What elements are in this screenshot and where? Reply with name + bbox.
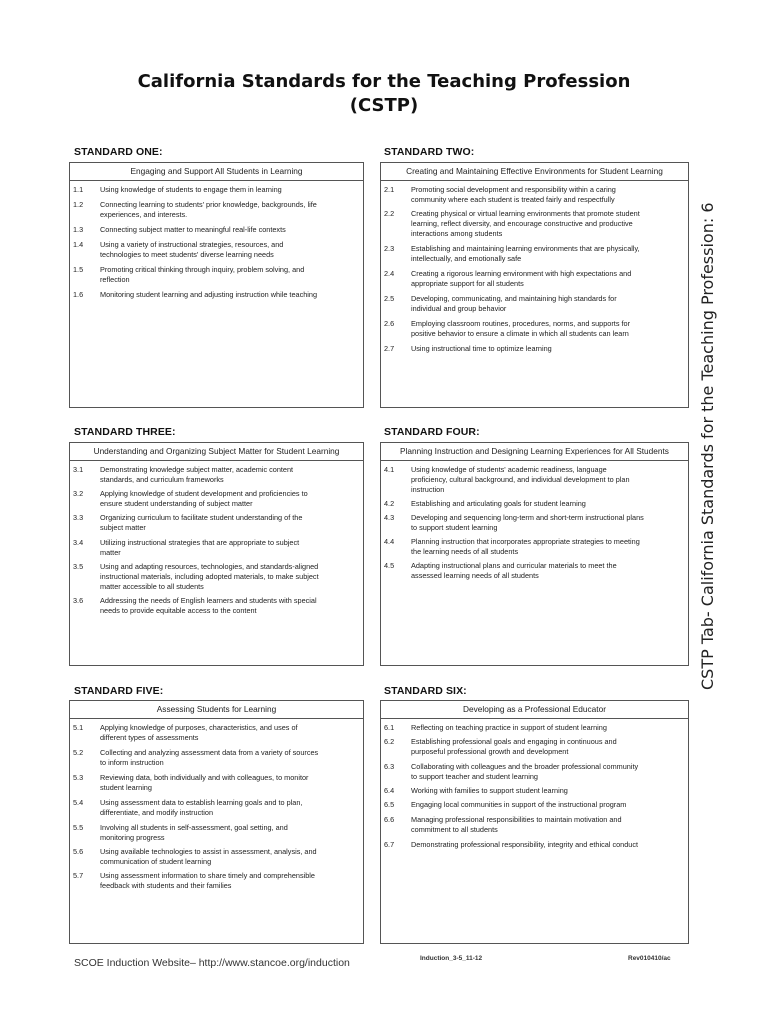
item-text-line: intellectually, and emotionally safe <box>411 254 522 263</box>
item-number: 2.1 <box>384 185 395 194</box>
item-text-line: matter <box>100 548 121 557</box>
item-number: 5.2 <box>73 748 84 757</box>
page-title <box>0 70 768 118</box>
item-number: 1.3 <box>73 225 84 234</box>
item-number: 6.2 <box>384 737 395 746</box>
item-text-line: Promoting social development and responsibility within a caring <box>411 185 616 194</box>
standard-item <box>384 723 684 733</box>
item-text-line: Using and adapting resources, technologies, and standards-aligned <box>100 562 319 571</box>
item-text-line: Promoting critical thinking through inquiry, problem solving, and <box>100 265 305 274</box>
item-text <box>411 513 684 533</box>
item-text-line: Using knowledge of students to engage them in learning <box>100 185 282 194</box>
item-number: 2.4 <box>384 269 395 278</box>
item-text-line: Demonstrating professional responsibility, integrity and ethical conduct <box>411 840 638 849</box>
item-text-line: instructional materials, including adopted materials, to make subject <box>100 572 319 581</box>
standard-heading: STANDARD THREE: <box>74 426 176 438</box>
item-text-line: community where each student is treated fairly and respectfully <box>411 195 615 204</box>
item-text-line: Establishing and articulating goals for student learning <box>411 499 586 508</box>
standard-item <box>384 294 684 314</box>
standard-item-list <box>70 181 363 300</box>
standard-item <box>384 840 684 850</box>
item-text <box>411 269 684 289</box>
standard-item <box>73 290 359 300</box>
side-caption: CSTP Tab- California Standards for the Teaching Profession: 6 <box>698 202 717 690</box>
item-text-line: appropriate support for all students <box>411 279 524 288</box>
item-number: 6.4 <box>384 786 395 795</box>
item-number: 2.5 <box>384 294 395 303</box>
item-text-line: Involving all students in self-assessment, goal setting, and <box>100 823 288 832</box>
item-number: 3.2 <box>73 489 84 498</box>
standard-heading: STANDARD SIX: <box>384 685 467 697</box>
item-text-line: feedback with students and their families <box>100 881 232 890</box>
item-text-line: reflection <box>100 275 130 284</box>
standard-item <box>73 513 359 533</box>
item-text <box>100 465 359 485</box>
item-text-line: Using assessment information to share timely and comprehensible <box>100 871 315 880</box>
standard-item <box>384 513 684 533</box>
item-text-line: assessed learning needs of all students <box>411 571 539 580</box>
footer-revision: Rev010410/ac <box>628 955 671 962</box>
standard-title: Understanding and Organizing Subject Matter for Student Learning <box>70 443 363 461</box>
item-text-line: learning, reflect diversity, and encourage constructive and productive <box>411 219 633 228</box>
standard-item <box>384 737 684 757</box>
item-text-line: monitoring progress <box>100 833 165 842</box>
item-number: 2.6 <box>384 319 395 328</box>
item-text <box>100 225 359 235</box>
item-text-line: Adapting instructional plans and curricular materials to meet the <box>411 561 617 570</box>
item-text-line: Employing classroom routines, procedures, norms, and supports for <box>411 319 631 328</box>
footer-website: SCOE Induction Website– http://www.stancoe.org/induction <box>74 957 350 969</box>
item-text <box>411 762 684 782</box>
item-number: 6.5 <box>384 800 395 809</box>
item-text <box>100 185 359 195</box>
item-text <box>411 723 684 733</box>
item-text <box>100 240 359 260</box>
standard-box <box>380 162 689 408</box>
item-number: 4.3 <box>384 513 395 522</box>
standard-item-list <box>70 719 363 891</box>
item-text-line: Using assessment data to establish learning goals and to plan, <box>100 798 303 807</box>
standard-item <box>73 823 359 843</box>
item-text-line: Planning instruction that incorporates appropriate strategies to meeting <box>411 537 640 546</box>
item-number: 1.1 <box>73 185 84 194</box>
item-text-line: Establishing and maintaining learning environments that are physically, <box>411 244 640 253</box>
item-text <box>100 773 359 793</box>
standard-item <box>73 773 359 793</box>
item-text-line: matter accessible to all students <box>100 582 204 591</box>
item-text-line: communication of student learning <box>100 857 212 866</box>
standard-box <box>69 162 364 408</box>
item-number: 6.6 <box>384 815 395 824</box>
standard-item <box>384 815 684 835</box>
standard-item-list <box>381 719 688 850</box>
item-number: 5.5 <box>73 823 84 832</box>
item-text-line: purposeful professional growth and development <box>411 747 569 756</box>
item-number: 6.7 <box>384 840 395 849</box>
item-text <box>411 465 684 495</box>
item-text-line: to inform instruction <box>100 758 164 767</box>
item-number: 1.5 <box>73 265 84 274</box>
item-number: 5.6 <box>73 847 84 856</box>
standard-item <box>73 225 359 235</box>
standard-heading: STANDARD FIVE: <box>74 685 164 697</box>
item-number: 5.3 <box>73 773 84 782</box>
standard-heading: STANDARD TWO: <box>384 146 475 158</box>
item-number: 1.2 <box>73 200 84 209</box>
item-text <box>100 265 359 285</box>
standard-box <box>380 700 689 944</box>
item-text <box>411 737 684 757</box>
item-text <box>100 200 359 220</box>
item-number: 3.6 <box>73 596 84 605</box>
standard-item <box>73 200 359 220</box>
item-text <box>411 537 684 557</box>
standard-item <box>73 798 359 818</box>
item-text-line: Managing professional responsibilities to maintain motivation and <box>411 815 622 824</box>
item-text <box>411 786 684 796</box>
item-text <box>100 562 359 592</box>
item-number: 5.1 <box>73 723 84 732</box>
item-text-line: positive behavior to ensure a climate in which all students can learn <box>411 329 629 338</box>
standard-item <box>73 723 359 743</box>
standard-item <box>384 786 684 796</box>
standard-item <box>384 465 684 495</box>
item-text-line: Using knowledge of students' academic readiness, language <box>411 465 607 474</box>
item-text-line: commitment to all students <box>411 825 498 834</box>
item-number: 4.5 <box>384 561 395 570</box>
item-text-line: Creating a rigorous learning environment with high expectations and <box>411 269 632 278</box>
item-text-line: instruction <box>411 485 445 494</box>
standard-item <box>73 465 359 485</box>
item-number: 2.7 <box>384 344 395 353</box>
item-text <box>411 800 684 810</box>
standard-item <box>73 185 359 195</box>
standard-item <box>384 269 684 289</box>
standard-item <box>73 265 359 285</box>
standard-item-list <box>381 181 688 354</box>
standard-item <box>384 762 684 782</box>
standard-item <box>73 240 359 260</box>
standard-title: Creating and Maintaining Effective Environments for Student Learning <box>381 163 688 181</box>
item-number: 2.3 <box>384 244 395 253</box>
standard-title: Engaging and Support All Students in Learning <box>70 163 363 181</box>
title-line-1: California Standards for the Teaching Profession <box>137 71 631 92</box>
item-text-line: Collaborating with colleagues and the broader professional community <box>411 762 639 771</box>
item-number: 4.2 <box>384 499 395 508</box>
title-line-2: (CSTP) <box>349 95 419 116</box>
standard-item <box>384 209 684 239</box>
item-text-line: Utilizing instructional strategies that are appropriate to subject <box>100 538 300 547</box>
item-text-line: Monitoring student learning and adjusting instruction while teaching <box>100 290 318 299</box>
standard-box <box>380 442 689 666</box>
standard-item <box>384 800 684 810</box>
item-number: 5.7 <box>73 871 84 880</box>
standard-item-list <box>381 461 688 581</box>
item-number: 1.4 <box>73 240 84 249</box>
standard-heading: STANDARD FOUR: <box>384 426 480 438</box>
item-text-line: Establishing professional goals and engaging in continuous and <box>411 737 617 746</box>
item-number: 4.1 <box>384 465 395 474</box>
item-number: 6.1 <box>384 723 395 732</box>
item-text-line: Using a variety of instructional strategies, resources, and <box>100 240 284 249</box>
item-text <box>411 244 684 264</box>
standard-item <box>384 561 684 581</box>
item-text <box>100 723 359 743</box>
item-text-line: to support student learning <box>411 523 498 532</box>
standard-item <box>73 847 359 867</box>
item-text <box>411 185 684 205</box>
item-text <box>411 344 684 354</box>
item-text <box>411 294 684 314</box>
item-text-line: differentiate, and modify instruction <box>100 808 214 817</box>
item-number: 4.4 <box>384 537 395 546</box>
standard-heading: STANDARD ONE: <box>74 146 163 158</box>
item-text <box>100 513 359 533</box>
item-text-line: Reflecting on teaching practice in support of student learning <box>411 723 607 732</box>
item-text-line: Connecting subject matter to meaningful real-life contexts <box>100 225 286 234</box>
standard-title: Assessing Students for Learning <box>70 701 363 719</box>
item-text-line: Demonstrating knowledge subject matter, academic content <box>100 465 294 474</box>
item-number: 3.1 <box>73 465 84 474</box>
item-text <box>100 847 359 867</box>
item-text <box>411 209 684 239</box>
item-text-line: student learning <box>100 783 152 792</box>
standard-item-list <box>70 461 363 616</box>
standard-item <box>73 748 359 768</box>
standard-item <box>384 537 684 557</box>
item-number: 3.3 <box>73 513 84 522</box>
item-text-line: Developing, communicating, and maintaining high standards for <box>411 294 617 303</box>
item-text <box>411 499 684 509</box>
standard-item <box>73 538 359 558</box>
standard-title: Planning Instruction and Designing Learning Experiences for All Students <box>381 443 688 461</box>
standard-box <box>69 700 364 944</box>
standard-item <box>73 562 359 592</box>
item-text <box>100 538 359 558</box>
item-text-line: Addressing the needs of English learners and students with special <box>100 596 317 605</box>
item-text-line: ensure student understanding of subject matter <box>100 499 253 508</box>
item-text-line: to support teacher and student learning <box>411 772 538 781</box>
item-text-line: Connecting learning to students' prior knowledge, backgrounds, life <box>100 200 317 209</box>
standard-item <box>73 489 359 509</box>
item-number: 5.4 <box>73 798 84 807</box>
item-text-line: technologies to meet students' diverse learning needs <box>100 250 274 259</box>
item-text-line: Using available technologies to assist in assessment, analysis, and <box>100 847 317 856</box>
standard-box <box>69 442 364 666</box>
item-text <box>100 489 359 509</box>
item-text <box>411 561 684 581</box>
standard-item <box>384 499 684 509</box>
item-text <box>411 840 684 850</box>
item-number: 3.5 <box>73 562 84 571</box>
standard-item <box>384 319 684 339</box>
item-number: 3.4 <box>73 538 84 547</box>
item-number: 6.3 <box>384 762 395 771</box>
item-text <box>411 815 684 835</box>
item-text-line: Creating physical or virtual learning environments that promote student <box>411 209 640 218</box>
standard-item <box>384 185 684 205</box>
item-text-line: subject matter <box>100 523 146 532</box>
item-text-line: Applying knowledge of purposes, characteristics, and uses of <box>100 723 298 732</box>
item-text <box>411 319 684 339</box>
item-text <box>100 823 359 843</box>
item-text-line: Using instructional time to optimize learning <box>411 344 552 353</box>
item-text-line: Developing and sequencing long-term and short-term instructional plans <box>411 513 644 522</box>
item-text <box>100 596 359 616</box>
standard-item <box>384 344 684 354</box>
standard-item <box>73 596 359 616</box>
item-text-line: interactions among students <box>411 229 503 238</box>
item-number: 1.6 <box>73 290 84 299</box>
standard-title: Developing as a Professional Educator <box>381 701 688 719</box>
standard-item <box>384 244 684 264</box>
item-text <box>100 798 359 818</box>
item-text <box>100 290 359 300</box>
item-text-line: Organizing curriculum to facilitate student understanding of the <box>100 513 303 522</box>
item-text-line: individual and group behavior <box>411 304 507 313</box>
item-text-line: standards, and curriculum frameworks <box>100 475 224 484</box>
item-text-line: the learning needs of all students <box>411 547 519 556</box>
item-text <box>100 748 359 768</box>
item-text-line: Applying knowledge of student development and proficiencies to <box>100 489 308 498</box>
item-text-line: Collecting and analyzing assessment data from a variety of sources <box>100 748 319 757</box>
item-text-line: Working with families to support student learning <box>411 786 568 795</box>
item-text-line: needs to provide equitable access to the content <box>100 606 257 615</box>
item-text <box>100 871 359 891</box>
item-number: 2.2 <box>384 209 395 218</box>
item-text-line: Engaging local communities in support of the instructional program <box>411 800 627 809</box>
item-text-line: proficiency, cultural background, and individual development to plan <box>411 475 630 484</box>
item-text-line: Reviewing data, both individually and with colleagues, to monitor <box>100 773 309 782</box>
item-text-line: experiences, and interests. <box>100 210 188 219</box>
standard-item <box>73 871 359 891</box>
item-text-line: different types of assessments <box>100 733 199 742</box>
footer-code: Induction_3-5_11-12 <box>420 955 483 962</box>
